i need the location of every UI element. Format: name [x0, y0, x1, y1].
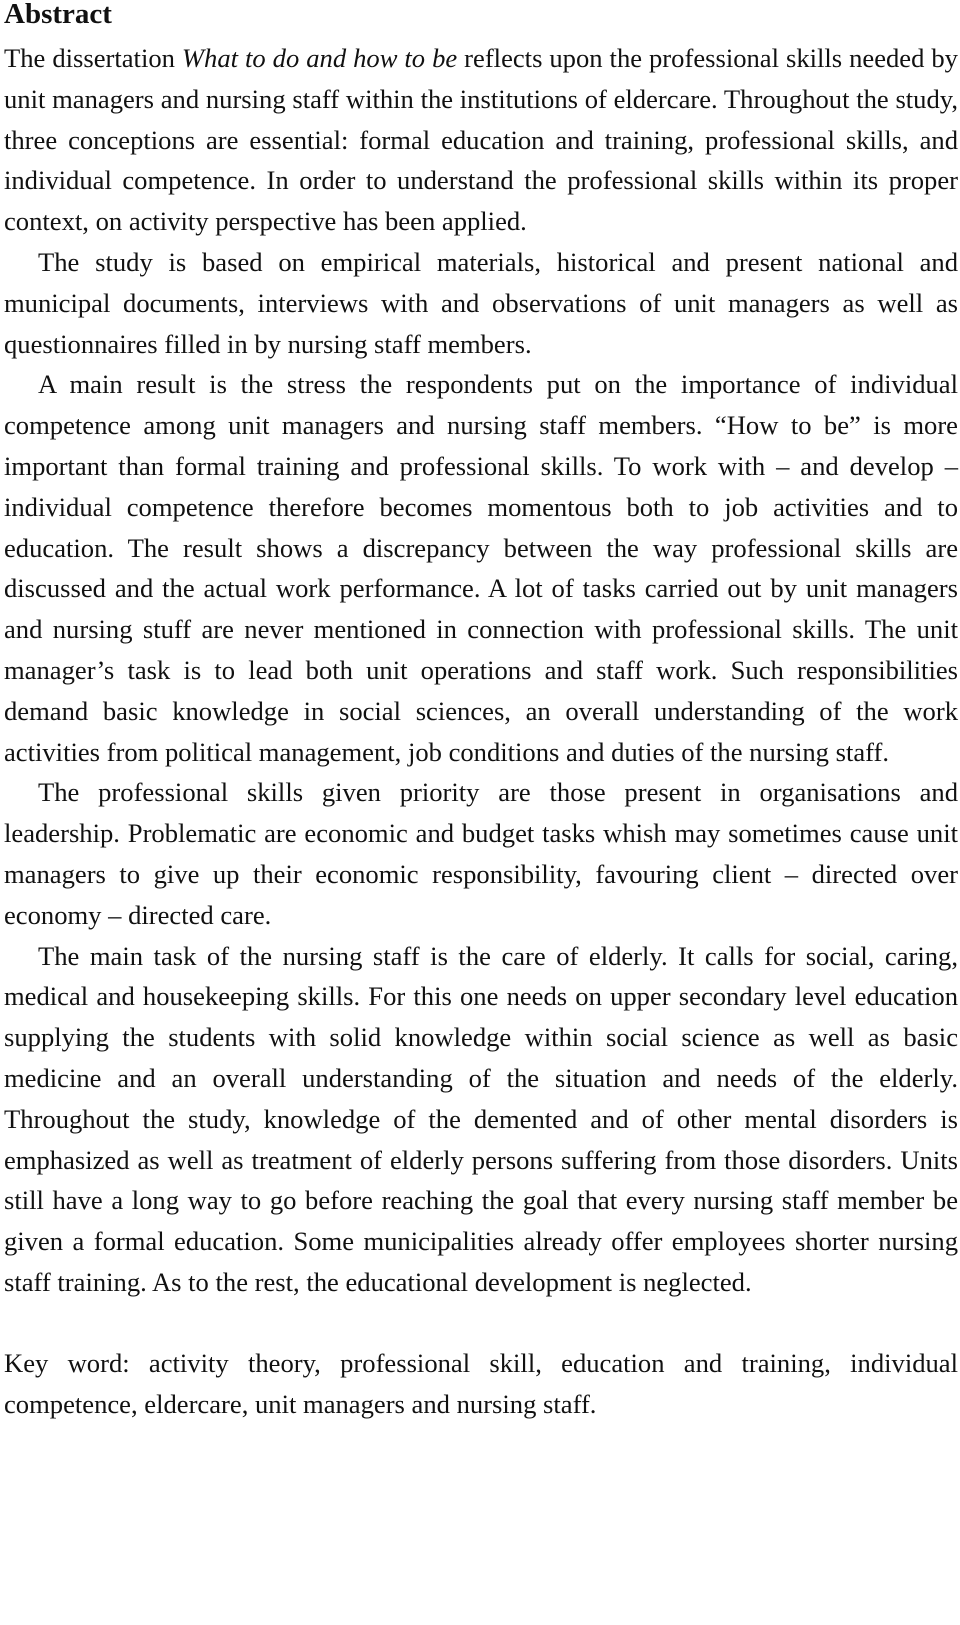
keywords: Key word: activity theory, professional skill, education and training, individual competence, eldercare, unit managers and nursing staff.: [4, 1347, 958, 1419]
abstract-heading: Abstract: [4, 0, 112, 30]
abstract-paragraph-1: [4, 38, 958, 242]
abstract-paragraph-5: The main task of the nursing staff is the care of elderly. It calls for social, caring, medical and housekeeping skills. For this one needs on upper secondary level education supplying the students with solid knowledge within social science as well as basic medicine and an overall understanding of the situation and needs of the elderly. Throughout the study, knowledge of the demented and of other mental disorders is emphasized as well as treatment of elderly persons suffering from those disorders. Units still have a long way to go before reaching the goal that every nursing staff member be given a formal education. Some municipalities already offer employees shorter nursing staff training. As to the rest, the educational development is neglected.: [4, 940, 958, 1297]
abstract-paragraph-2: The study is based on empirical materials, historical and present national and municipal documents, interviews with and observations of unit managers as well as questionnaires filled in by nursing staff members.: [4, 246, 958, 359]
paragraph-1-lead: The dissertation: [4, 43, 182, 73]
abstract-paragraph-3: A main result is the stress the respondents put on the importance of individual competence among unit managers and nursing staff members. “How to be” is more important than formal training and professional skills. To work with – and develop – individual competence therefore becomes momentous both to job activities and to education. The result shows a discrepancy between the way professional skills are discussed and the actual work performance. A lot of tasks carried out by unit managers and nursing stuff are never mentioned in connection with professional skills. The unit manager’s task is to lead both unit operations and staff work. Such responsibilities demand basic knowledge in social sciences, an overall understanding of the work activities from political management, job conditions and duties of the nursing staff.: [4, 369, 958, 767]
dissertation-title: What to do and how to be: [181, 43, 458, 73]
paragraph-1-body: reflects upon the professional skills needed by unit managers and nursing staff within the institutions of eldercare. Throughout the study, three conceptions are essential: formal education and training, professional skills, and individual competence. In order to understand the professional skills within its proper context, on activity perspective has been applied.: [4, 43, 958, 237]
spacer: [4, 1303, 958, 1343]
abstract-paragraph-4: The professional skills given priority are those present in organisations and leadership. Problematic are economic and budget tasks whish may sometimes cause unit managers to give up their economic responsibility, favouring client – directed over economy – directed care.: [4, 777, 958, 930]
abstract-page: [4, 0, 958, 1424]
